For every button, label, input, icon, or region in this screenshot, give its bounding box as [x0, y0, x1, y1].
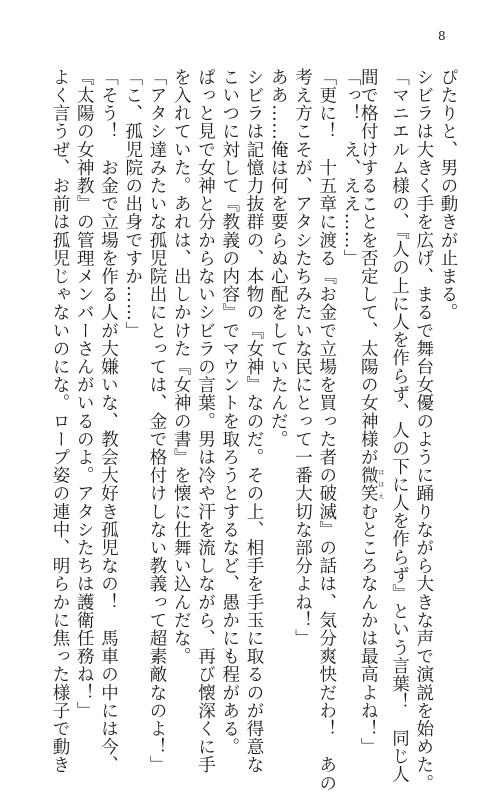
text-line: 「更に！ 十五章に渡る『お金で立場を買った者の破滅』の話は、気分爽快だわ！ あの — [316, 68, 337, 792]
text-line: 「こ、孤児院の出身ですか……」 — [122, 68, 143, 340]
text-line: ああ……俺は何を要らぬ心配をしていたんだ。 — [268, 68, 289, 449]
text-line: 「マニエルム様の、『人の上に人を作らず、人の下に人を作らず』という言葉！ 同じ人 — [389, 68, 410, 784]
text-line: 『太陽の女神教』の管理メンバーさんがいるのよ。アタシたちは護衛任務ね！」 — [74, 68, 95, 720]
text-line: ぴたりと、男の動きが止まる。 — [438, 68, 458, 322]
text-line-with-ruby: 間で格付けすることを否定して、太陽の女神様が微笑ほほえむところなんかは最高よね！」 — [358, 68, 384, 756]
novel-text-block — [50, 68, 458, 792]
text-line: よく言うぜ、お前は孤児じゃないのにな。ロープ姿の連中、明らかに焦った様子で動き — [50, 68, 70, 774]
ruby-reading: ほほえ — [376, 466, 384, 503]
text-line: 「そう！ お金で立場を作る人が大嫌いな、教会大好き孤児なの！ 馬車の中には今、 — [98, 68, 119, 774]
text-line: シビラは大きく手を広げ、まるで舞台女優のように踊りながら大きな声で演説を始めた。 — [413, 68, 434, 792]
text-line: ぱっと見で女神と分からないシビラの言葉。男は冷や汗を流しながら、再び懐深くに手 — [195, 68, 216, 774]
text-line: 考え方こそが、アタシたちみたいな民にとって一番大切な部分よね！」 — [292, 68, 313, 648]
ruby-word: 微笑ほほえ — [358, 466, 384, 503]
text-line: 「アタシ達みたいな孤児院出にとっては、金で格付けしない教義って超素敵なのよ！」 — [147, 68, 167, 774]
text-line: こいつに対して『教義の内容』でマウントを取ろうとするなど、愚かにも程がある。 — [219, 68, 240, 756]
text-line: を入れていた。あれは、出しかけた『女神の書』を懐に仕舞い込んだな。 — [171, 68, 192, 666]
text-line: シビラは記憶力抜群の、本物の『女神』なのだ。その上、相手を手玉に取るのが得意な — [244, 68, 264, 774]
page-number: 8 — [438, 29, 446, 43]
text-line: 「っ！ え、ええ……」 — [341, 68, 361, 268]
